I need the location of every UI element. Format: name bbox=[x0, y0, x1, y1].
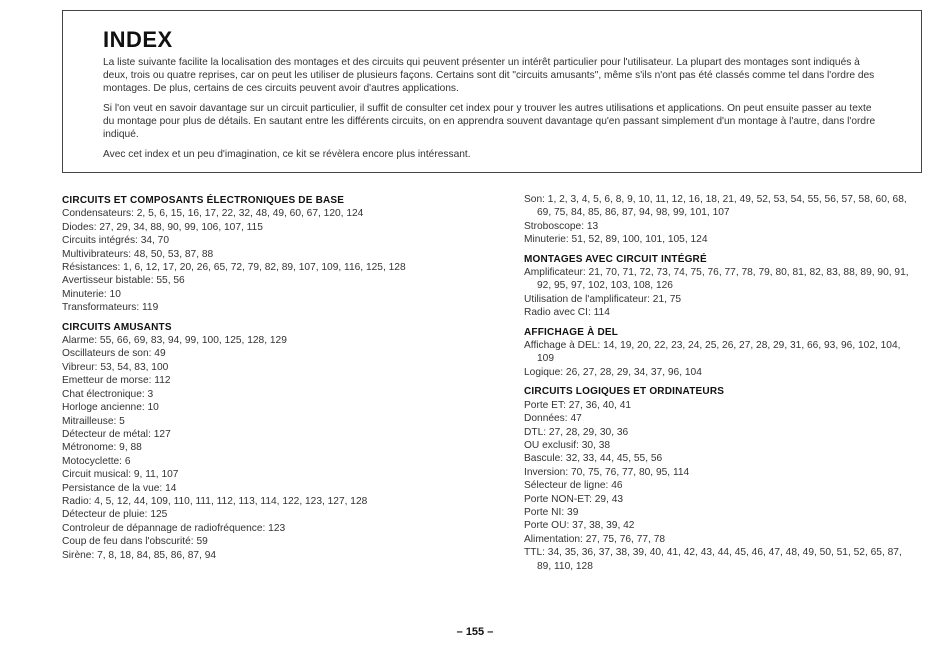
index-entry: Motocyclette: 6 bbox=[62, 455, 131, 467]
index-entry: Controleur de dépannage de radiofréquence: 123 bbox=[62, 522, 286, 534]
index-section bbox=[524, 325, 914, 380]
index-entry: Minuterie: 10 bbox=[62, 288, 121, 300]
index-entry: Multivibrateurs: 48, 50, 53, 87, 88 bbox=[62, 248, 214, 260]
right-column bbox=[524, 193, 914, 578]
intro-paragraph: La liste suivante facilite la localisation des montages et des circuits qui peuvent présenter un intérêt particulier pour l'utilisateur. La plupart des montages sont indiqués à deux, trois ou quatre reprises, car on peut les utiliser de plusieurs façons. Certains sont dit "circuits amusants", même s'ils n'ont pas été classés comme tel dans l'ordre des montages. De plus, certains de ces circuits peuvent avoir d'autres applications. bbox=[103, 57, 875, 94]
intro-paragraph: Si l'on veut en savoir davantage sur un circuit particulier, il suffit de consulter cet index pour y trouver les autres utilisations et applications. On peut ensuite passer au texte du montage pour plus de détails. En sautant entre les différents circuits, on en apprendra souvent davantage qu'en passant simplement d'un montage à l'autre, dans l'ordre indiqué. bbox=[103, 103, 876, 140]
index-entry: Son: 1, 2, 3, 4, 5, 6, 8, 9, 10, 11, 12, 16, 18, 21, 49, 52, 53, 54, 55, 56, 57, 58, 60, 68, 69, 75, 84, 85, 86, 87, 94, 98, 99, 101, 107 bbox=[524, 194, 907, 219]
index-section bbox=[524, 384, 914, 573]
left-column bbox=[62, 193, 502, 567]
index-section bbox=[524, 193, 914, 247]
page-number: – 155 – bbox=[456, 626, 494, 638]
index-entry: Transformateurs: 119 bbox=[62, 302, 159, 314]
index-entry: TTL: 34, 35, 36, 37, 38, 39, 40, 41, 42, 43, 44, 45, 46, 47, 48, 49, 50, 51, 52, 65, 87, 89, 110, 128 bbox=[524, 547, 902, 572]
index-section bbox=[524, 252, 914, 320]
index-entry: Coup de feu dans l'obscurité: 59 bbox=[62, 536, 208, 548]
index-entry: Affichage à DEL: 14, 19, 20, 22, 23, 24, 25, 26, 27, 28, 29, 31, 66, 93, 96, 102, 104, 109 bbox=[524, 340, 901, 365]
index-entry: Bascule: 32, 33, 44, 45, 55, 56 bbox=[524, 453, 663, 465]
index-entry: Porte ET: 27, 36, 40, 41 bbox=[524, 399, 632, 411]
index-entry: Inversion: 70, 75, 76, 77, 80, 95, 114 bbox=[524, 466, 690, 478]
index-entry: Porte OU: 37, 38, 39, 42 bbox=[524, 520, 635, 532]
index-entry: Alimentation: 27, 75, 76, 77, 78 bbox=[524, 533, 666, 545]
index-entry: Avertisseur bistable: 55, 56 bbox=[62, 275, 185, 287]
index-entry: Circuit musical: 9, 11, 107 bbox=[62, 469, 179, 481]
intro-text bbox=[103, 56, 883, 168]
intro-paragraph: Avec cet index et un peu d'imagination, ce kit se révèlera encore plus intéressant. bbox=[103, 149, 471, 160]
index-entry: Radio avec CI: 114 bbox=[524, 307, 610, 319]
index-entry: Porte NON-ET: 29, 43 bbox=[524, 493, 624, 505]
section-heading: CIRCUITS AMUSANTS bbox=[62, 321, 172, 333]
index-entry: Données: 47 bbox=[524, 413, 582, 425]
index-entry: Chat électronique: 3 bbox=[62, 388, 154, 400]
index-entry: Horloge ancienne: 10 bbox=[62, 402, 159, 414]
section-heading: CIRCUITS ET COMPOSANTS ÉLECTRONIQUES DE BASE bbox=[62, 195, 345, 206]
index-entry: Oscillateurs de son: 49 bbox=[62, 348, 166, 360]
index-entry: OU exclusif: 30, 38 bbox=[524, 439, 611, 451]
index-section bbox=[62, 193, 502, 315]
index-entry: Utilisation de l'amplificateur: 21, 75 bbox=[524, 293, 682, 305]
intro-box bbox=[62, 10, 922, 173]
index-entry: Logique: 26, 27, 28, 29, 34, 37, 96, 104 bbox=[524, 366, 702, 378]
index-entry: Circuits intégrés: 34, 70 bbox=[62, 235, 170, 247]
index-section bbox=[62, 320, 502, 562]
index-entry: DTL: 27, 28, 29, 30, 36 bbox=[524, 426, 629, 438]
index-entry: Minuterie: 51, 52, 89, 100, 101, 105, 124 bbox=[524, 234, 708, 246]
section-heading: AFFICHAGE À DEL bbox=[524, 326, 619, 338]
index-entry: Résistances: 1, 6, 12, 17, 20, 26, 65, 72, 79, 82, 89, 107, 109, 116, 125, 128 bbox=[62, 262, 406, 274]
index-entry: Radio: 4, 5, 12, 44, 109, 110, 111, 112, 113, 114, 122, 123, 127, 128 bbox=[62, 495, 368, 507]
page-title: INDEX bbox=[103, 27, 173, 52]
section-heading: CIRCUITS LOGIQUES ET ORDINATEURS bbox=[524, 386, 725, 398]
index-entry: Sirène: 7, 8, 18, 84, 85, 86, 87, 94 bbox=[62, 549, 217, 561]
index-entry: Mitrailleuse: 5 bbox=[62, 415, 125, 427]
index-entry: Détecteur de métal: 127 bbox=[62, 428, 171, 440]
index-entry: Diodes: 27, 29, 34, 88, 90, 99, 106, 107, 115 bbox=[62, 221, 263, 233]
index-entry: Porte NI: 39 bbox=[524, 506, 579, 518]
index-entry: Stroboscope: 13 bbox=[524, 220, 599, 232]
index-entry: Emetteur de morse: 112 bbox=[62, 375, 171, 387]
index-entry: Alarme: 55, 66, 69, 83, 94, 99, 100, 125, 128, 129 bbox=[62, 335, 287, 347]
index-entry: Amplificateur: 21, 70, 71, 72, 73, 74, 75, 76, 77, 78, 79, 80, 81, 82, 83, 88, 89, 90, 91, 92, 95, 97, 102, 103, 108, 126 bbox=[524, 267, 909, 292]
index-entry: Détecteur de pluie: 125 bbox=[62, 509, 168, 521]
index-entry: Sélecteur de ligne: 46 bbox=[524, 480, 623, 492]
section-heading: MONTAGES AVEC CIRCUIT INTÉGRÉ bbox=[524, 253, 707, 265]
index-entry: Vibreur: 53, 54, 83, 100 bbox=[62, 361, 169, 373]
index-entry: Persistance de la vue: 14 bbox=[62, 482, 177, 494]
index-entry: Condensateurs: 2, 5, 6, 15, 16, 17, 22, 32, 48, 49, 60, 67, 120, 124 bbox=[62, 208, 364, 220]
index-entry: Métronome: 9, 88 bbox=[62, 442, 142, 454]
